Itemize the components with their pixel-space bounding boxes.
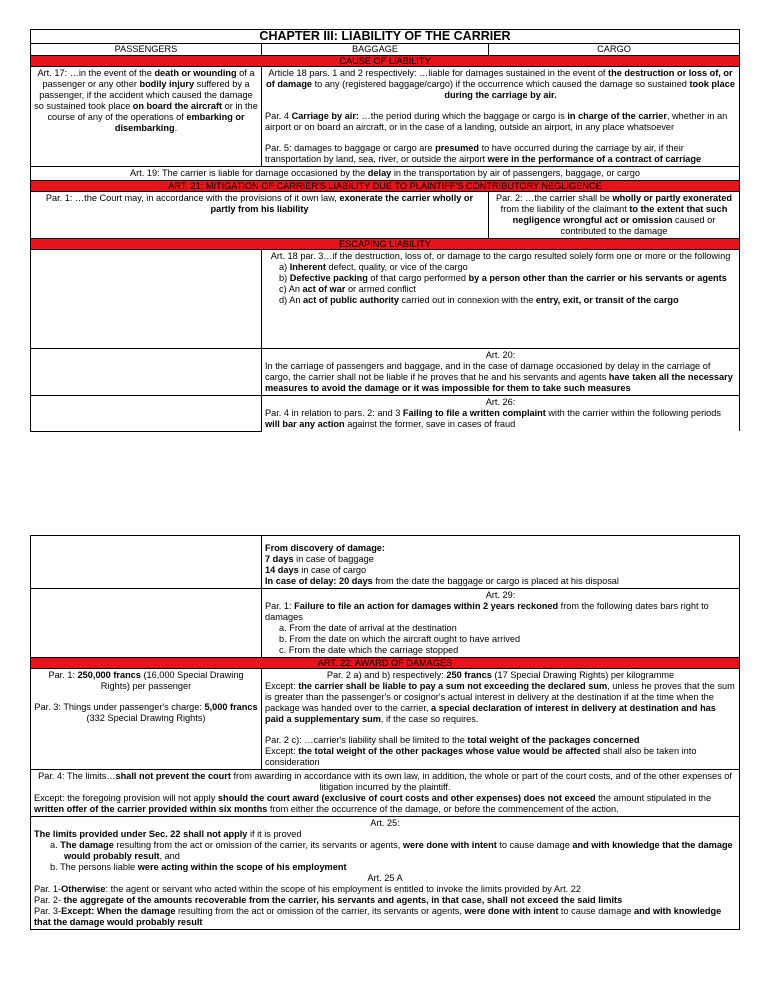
art22-par-2: Par. 2 a) and b) respectively: 250 francs (17 Special Drawing Rights) per kilogramme bbox=[326, 670, 675, 680]
art22-except: Except: the carrier shall be liable to pay a sum not exceeding the declared sum, unless he proves that the sum is greater than the passenger's or cosignor's actual interest in delivery at the destination if at the time when the package was handed over to the carrier, a special declaration of interest in delivery at destination and has paid a supplementary sum, if the case so requires. bbox=[265, 681, 735, 724]
art22-par-4-except: Except: the foregoing provision will not apply should the court award (exclusive of court costs and other expenses) does not exceed the amount stipulated in the written offer of the carrier provided within six months from either the occurrence of the damage, or before the commencement of the action. bbox=[34, 793, 712, 814]
art22-baggage-cargo-cell bbox=[262, 669, 740, 770]
section-art21: ART. 21: MITIGATION OF CARRIER'S LIABILITY DUE TO PLAINTIFF'S CONTRIBUTORY NEGLIGENCE bbox=[31, 181, 740, 192]
art25-row bbox=[31, 817, 740, 930]
art19-row: Art. 19: The carrier is liable for damage occasioned by the delay in the transportation by air of passengers, baggage, or cargo bbox=[31, 167, 740, 181]
art26-text: Par. 4 in relation to pars. 2: and 3 Failing to file a written complaint with the carrier within the following periods will bar any action against the former, save in cases of fraud bbox=[265, 408, 721, 429]
art25a-par-3: Par. 3-Except: When the damage resulting from the act or omission of the carrier, its servants or agents, were done with intent to cause damage and with knowledge that the damage would probably result bbox=[34, 906, 722, 927]
art25a-par-2: Par. 2- the aggregate of the amounts recoverable from the carrier, his servants and agents, in that case, shall not exceed the said limits bbox=[34, 895, 623, 905]
discovery-passengers-empty bbox=[31, 536, 262, 589]
art26-passengers-empty bbox=[31, 396, 262, 432]
art20-text: In the carriage of passengers and baggage, and in the case of damage occasioned by delay in the carriage of cargo, the carrier shall not be liable if he proves that he and his servants and agents have taken all the necessary measures to avoid the damage or it was impossible for them to take such measures bbox=[265, 361, 733, 393]
art25a-heading: Art. 25 A bbox=[367, 873, 403, 883]
art26-heading: Art. 26: bbox=[485, 397, 516, 407]
liability-table-page-2 bbox=[30, 535, 740, 930]
column-header-baggage: BAGGAGE bbox=[262, 44, 489, 56]
art29-list bbox=[265, 623, 736, 656]
art18-par-3-list bbox=[265, 262, 736, 306]
art20-passengers-empty bbox=[31, 349, 262, 396]
art17-cell: Art. 17: …in the event of the death or wounding of a passenger or any other bodily injury suffered by a passenger, if the accident which caused the damage so sustained took place on board the aircraft or in the course of any of the operations of embarking or disembarking. bbox=[31, 67, 262, 167]
art20-cell bbox=[262, 349, 740, 396]
list-item: a) Inherent defect, quality, or vice of the cargo bbox=[279, 262, 468, 272]
art29-cell bbox=[262, 589, 740, 658]
list-item: b) Defective packing of that cargo performed by a person other than the carrier or his servants or agents bbox=[279, 273, 727, 283]
art21-par-2: Par. 2: …the carrier shall be wholly or partly exonerated from the liability of the claimant to the extent that such negligence wrongful act or omission caused or contributed to the damage bbox=[489, 192, 740, 239]
list-item: c. From the date which the carriage stopped bbox=[279, 645, 459, 655]
list-item: d) An act of public authority carried out in connexion with the entry, exit, or transit of the cargo bbox=[279, 295, 679, 305]
art22-par-4-row bbox=[31, 770, 740, 817]
section-cause-of-liability: CAUSE OF LIABILITY bbox=[31, 56, 740, 67]
list-item: a. From the date of arrival at the destination bbox=[279, 623, 457, 633]
art25-list bbox=[34, 840, 736, 873]
art22-par-4: Par. 4: The limits…shall not prevent the court from awarding in accordance with its own law, in addition, the whole or part of the court costs, and of the other expenses of litigation incurred by the plaintiff. bbox=[38, 771, 732, 792]
art18-par-3-cell bbox=[262, 250, 740, 349]
art18-par-5: Par. 5: damages to baggage or cargo are presumed to have occurred during the carriage by air, if their transportation by land, sea, river, or outside the airport were in the performance of a contract of carriage bbox=[265, 143, 702, 164]
art29-heading: Art. 29: bbox=[485, 590, 516, 600]
section-escaping-liability: ESCAPING LIABILITY bbox=[31, 239, 740, 250]
page-2 bbox=[30, 535, 739, 930]
art22-par-3: Par. 3: Things under passenger's charge: 5,000 francs (332 Special Drawing Rights) bbox=[34, 702, 258, 723]
escaping-passengers-empty bbox=[31, 250, 262, 349]
art22-par-2c-except: Except: the total weight of the other packages whose value would be affected shall also be taken into consideration bbox=[265, 746, 697, 767]
discovery-delay: In case of delay: 20 days from the date the baggage or cargo is placed at his disposal bbox=[265, 576, 619, 586]
discovery-cargo: 14 days in case of cargo bbox=[265, 565, 367, 575]
column-header-passengers: PASSENGERS bbox=[31, 44, 262, 56]
art21-par-1: Par. 1: …the Court may, in accordance with the provisions of it own law, exonerate the carrier wholly or partly from his liability bbox=[31, 192, 489, 239]
art22-passengers-cell bbox=[31, 669, 262, 770]
discovery-baggage: 7 days in case of baggage bbox=[265, 554, 374, 564]
page-1 bbox=[30, 29, 739, 432]
art25a-par-1: Par. 1-Otherwise: the agent or servant who acted within the scope of his employment is entitled to invoke the limits provided by Art. 22 bbox=[34, 884, 581, 894]
discovery-heading: From discovery of damage: bbox=[265, 543, 385, 553]
list-item: c) An act of war or armed conflict bbox=[279, 284, 416, 294]
discovery-cell bbox=[262, 536, 740, 589]
art29-text: Par. 1: Failure to file an action for damages within 2 years reckoned from the following dates bars right to damages bbox=[265, 601, 709, 622]
chapter-title: CHAPTER III: LIABILITY OF THE CARRIER bbox=[31, 30, 740, 44]
art25-heading: Art. 25: bbox=[370, 818, 400, 828]
list-item: a. The damage resulting from the act or omission of the carrier, its servants or agents, were done with intent to cause damage and with knowledge that the damage would probably result, and bbox=[50, 840, 733, 861]
art18-pars-1-2: Article 18 pars. 1 and 2 respectively: …liable for damages sustained in the event of the destruction or loss of, or of damage to any (registered baggage/cargo) if the occurrence which caused the damage so sustained took place during the carriage by air. bbox=[266, 68, 735, 100]
art18-cell bbox=[262, 67, 740, 167]
art22-par-1: Par. 1: 250,000 francs (16,000 Special Drawing Rights) per passenger bbox=[48, 670, 244, 691]
art22-par-2c: Par. 2 c): …carrier's liability shall be limited to the total weight of the packages concerned bbox=[265, 735, 640, 745]
art18-par-4: Par. 4 Carriage by air: …the period during which the baggage or cargo is in charge of the carrier, whether in an airport or on board an aircraft, or in the case of a landing, outside an airport, in any place whatsoever bbox=[265, 111, 728, 132]
art20-heading: Art. 20: bbox=[485, 350, 516, 360]
art25-text: The limits provided under Sec. 22 shall not apply if it is proved bbox=[34, 829, 302, 839]
section-art22: ART. 22: AWARD OF DAMAGES bbox=[31, 658, 740, 669]
art18-par-3: Art. 18 par. 3…if the destruction, loss of, or damage to the cargo resulted solely form one or more or the following bbox=[270, 251, 731, 261]
art26-cell bbox=[262, 396, 740, 432]
art29-passengers-empty bbox=[31, 589, 262, 658]
column-header-cargo: CARGO bbox=[489, 44, 740, 56]
list-item: b. The persons liable were acting within the scope of his employment bbox=[50, 862, 347, 872]
list-item: b. From the date on which the aircraft ought to have arrived bbox=[279, 634, 521, 644]
liability-table-page-1 bbox=[30, 29, 740, 432]
